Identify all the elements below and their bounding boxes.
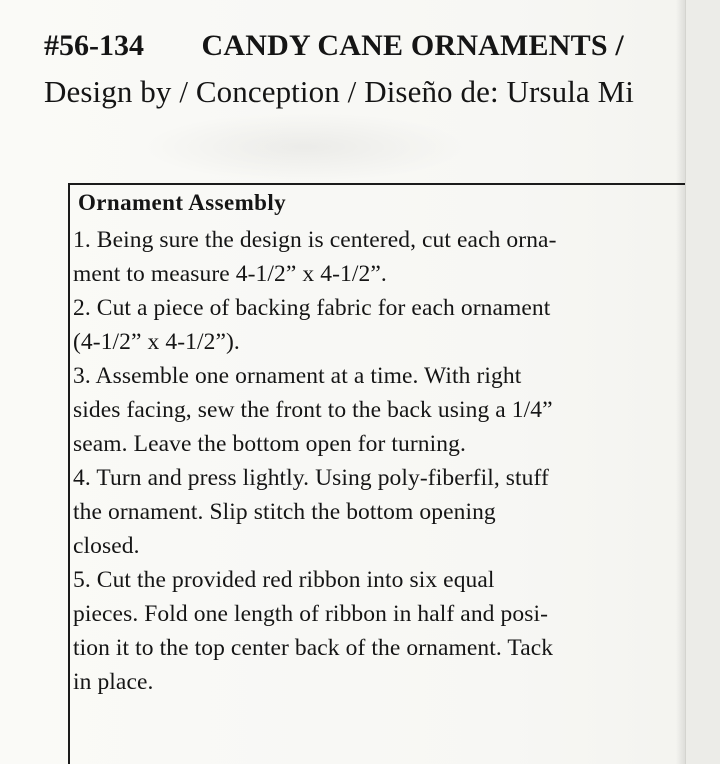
instruction-line: 1. Being sure the design is centered, cut each orna-: [73, 227, 557, 253]
product-header: [44, 26, 624, 66]
instruction-line: closed.: [73, 533, 140, 559]
product-title: CANDY CANE ORNAMENTS /: [201, 29, 624, 62]
designer-credit: Design by / Conception / Diseño de: Ursula Mi: [44, 74, 634, 109]
page-edge: [685, 0, 720, 764]
ornament-assembly-box: [68, 183, 708, 764]
instruction-line: seam. Leave the bottom open for turning.: [73, 431, 466, 457]
instruction-line: (4-1/2” x 4-1/2”).: [73, 329, 240, 355]
instruction-line: the ornament. Slip stitch the bottom opening: [73, 499, 496, 525]
assembly-heading: Ornament Assembly: [78, 190, 287, 215]
bleed-through-shadow: [140, 112, 470, 182]
instruction-line: pieces. Fold one length of ribbon in half and posi-: [73, 601, 549, 627]
instruction-line: 3. Assemble one ornament at a time. With right: [73, 363, 522, 389]
instruction-line: 5. Cut the provided red ribbon into six equal: [73, 567, 495, 593]
instruction-line: ment to measure 4-1/2” x 4-1/2”.: [73, 261, 387, 287]
instruction-line: sides facing, sew the front to the back using a 1/4”: [73, 397, 553, 423]
item-number: #56-134: [44, 29, 144, 62]
instruction-line: in place.: [73, 669, 154, 695]
instruction-line: tion it to the top center back of the ornament. Tack: [73, 635, 554, 661]
instruction-line: 2. Cut a piece of backing fabric for each ornament: [73, 295, 551, 321]
instruction-line: 4. Turn and press lightly. Using poly-fiberfil, stuff: [73, 465, 549, 491]
assembly-instructions: [73, 223, 557, 699]
